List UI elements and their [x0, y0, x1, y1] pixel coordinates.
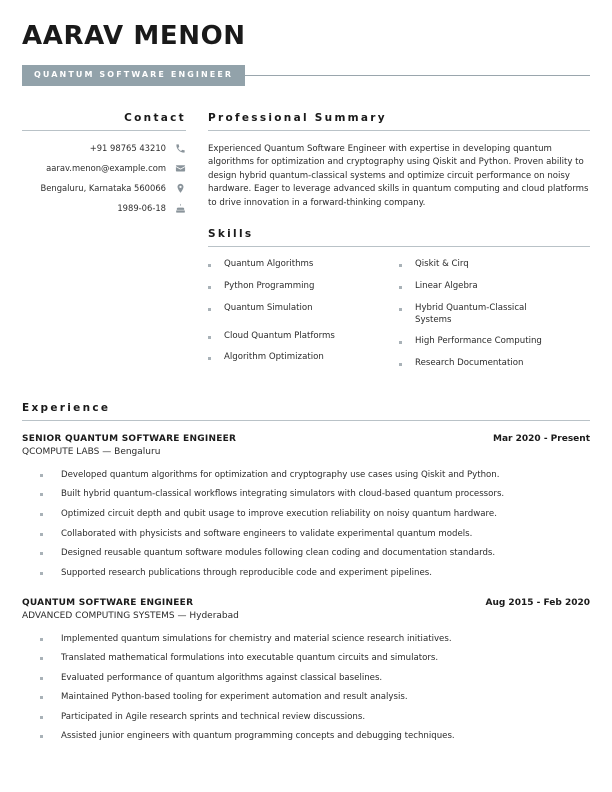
- skill-item: [399, 358, 590, 370]
- job-title: QUANTUM SOFTWARE ENGINEER: [22, 597, 194, 608]
- summary-heading: Professional Summary: [208, 111, 387, 124]
- square-bullet-icon: [399, 341, 402, 344]
- candidate-name: AARAV MENON: [22, 21, 246, 51]
- job-bullet: [22, 488, 590, 500]
- job-bullet: [22, 633, 590, 645]
- skill-label: Linear Algebra: [415, 280, 478, 291]
- job-bullet: [22, 547, 590, 559]
- skills-column-right: [399, 259, 590, 380]
- job-bullet: [22, 528, 590, 540]
- contact-column: [22, 112, 200, 223]
- skill-item: [208, 331, 399, 343]
- contact-heading-rule: [22, 130, 186, 131]
- job-bullet: [22, 652, 590, 664]
- job-title-badge: QUANTUM SOFTWARE ENGINEER: [22, 65, 245, 86]
- experience-entry: [22, 597, 590, 743]
- summary-heading-rule: [208, 130, 590, 131]
- skill-label: Quantum Simulation: [224, 302, 313, 313]
- summary-skills-column: [200, 112, 590, 380]
- square-bullet-icon: [40, 533, 43, 536]
- contact-item-location[interactable]: [22, 183, 186, 194]
- square-bullet-icon: [399, 286, 402, 289]
- skills-column-left: [208, 259, 399, 380]
- summary-text: Experienced Quantum Software Engineer with expertise in developing quantum algorithms for optimization and cryptography using Qiskit and Python. Proven ability to design hybrid quantum-classical systems and optimize circuit performance on noisy hardware. Eager to leverage advanced skills in quantum computing and cloud platforms to drive innovation in a forward-thinking company.: [208, 143, 589, 208]
- job-bullet-text: Developed quantum algorithms for optimization and cryptography use cases using Qiskit and Python.: [61, 469, 500, 480]
- skill-label: Quantum Algorithms: [224, 258, 314, 269]
- job-company-location: [22, 610, 590, 623]
- job-date: Aug 2015 - Feb 2020: [485, 597, 590, 608]
- contact-item-email[interactable]: [22, 163, 186, 174]
- job-bullet-text: Participated in Agile research sprints and technical review discussions.: [61, 711, 366, 722]
- envelope-icon: [175, 163, 186, 174]
- skills-heading: Skills: [208, 228, 254, 241]
- square-bullet-icon: [208, 264, 211, 267]
- skills-grid: [208, 259, 590, 380]
- job-location: Bengaluru: [114, 446, 161, 457]
- job-bullet: [22, 691, 590, 703]
- skill-label: Research Documentation: [415, 358, 524, 369]
- location-pin-icon: [175, 183, 186, 194]
- square-bullet-icon: [40, 513, 43, 516]
- skill-item: [399, 303, 590, 327]
- skill-label: Algorithm Optimization: [224, 352, 324, 363]
- job-bullet: [22, 672, 590, 684]
- job-separator: —: [177, 610, 187, 621]
- skill-label: High Performance Computing: [415, 336, 542, 347]
- upper-columns: [22, 112, 590, 380]
- skill-item: [208, 303, 399, 315]
- square-bullet-icon: [40, 735, 43, 738]
- phone-icon: [175, 143, 186, 154]
- job-bullets: [22, 469, 590, 579]
- square-bullet-icon: [40, 474, 43, 477]
- job-bullet-text: Optimized circuit depth and qubit usage to improve execution reliability on noisy quantum hardware.: [61, 508, 497, 519]
- header-divider-rule: [245, 75, 590, 76]
- square-bullet-icon: [40, 552, 43, 555]
- job-company-location: [22, 446, 590, 459]
- square-bullet-icon: [40, 572, 43, 575]
- square-bullet-icon: [40, 657, 43, 660]
- contact-phone-value: +91 98765 43210: [89, 142, 166, 153]
- skill-label: Python Programming: [224, 280, 315, 291]
- job-bullet-text: Built hybrid quantum-classical workflows integrating simulators with cloud-based quantum processors.: [61, 489, 505, 500]
- square-bullet-icon: [40, 696, 43, 699]
- job-bullet-text: Designed reusable quantum software modules following clean coding and documentation standards.: [61, 548, 496, 559]
- experience-heading: Experience: [22, 402, 111, 415]
- job-bullet-text: Maintained Python-based tooling for experiment automation and result analysis.: [61, 692, 408, 703]
- job-bullet-text: Evaluated performance of quantum algorithms against classical baselines.: [61, 672, 383, 683]
- job-title-row: [22, 65, 590, 86]
- square-bullet-icon: [40, 493, 43, 496]
- job-header: [22, 597, 590, 609]
- skill-label: Cloud Quantum Platforms: [224, 330, 335, 341]
- birthday-cake-icon: [175, 203, 186, 214]
- contact-item-birthdate[interactable]: [22, 203, 186, 214]
- resume-header: [22, 0, 590, 86]
- contact-email-value: aarav.menon@example.com: [46, 162, 166, 173]
- contact-location-value: Bengaluru, Karnataka 560066: [40, 182, 166, 193]
- skill-item: [399, 259, 590, 271]
- experience-heading-rule: [22, 420, 590, 421]
- job-bullet-text: Assisted junior engineers with quantum programming concepts and debugging techniques.: [61, 731, 455, 742]
- job-separator: —: [102, 446, 112, 457]
- square-bullet-icon: [399, 308, 402, 311]
- skill-item: [399, 281, 590, 293]
- job-bullet-text: Collaborated with physicists and software engineers to validate experimental quantum models.: [61, 528, 473, 539]
- job-bullet-text: Implemented quantum simulations for chemistry and material science research initiatives.: [61, 633, 452, 644]
- square-bullet-icon: [208, 286, 211, 289]
- job-title: SENIOR QUANTUM SOFTWARE ENGINEER: [22, 433, 237, 444]
- job-bullet: [22, 567, 590, 579]
- skill-item: [399, 336, 590, 348]
- square-bullet-icon: [208, 357, 211, 360]
- square-bullet-icon: [208, 308, 211, 311]
- job-company: ADVANCED COMPUTING SYSTEMS: [22, 610, 175, 621]
- job-company: QCOMPUTE LABS: [22, 446, 100, 457]
- contact-heading: Contact: [124, 111, 186, 124]
- contact-birthdate-value: 1989-06-18: [117, 202, 166, 213]
- job-date: Mar 2020 - Present: [493, 433, 590, 444]
- job-bullet-text: Translated mathematical formulations into executable quantum circuits and simulators.: [61, 653, 439, 664]
- job-bullet: [22, 508, 590, 520]
- square-bullet-icon: [40, 638, 43, 641]
- skill-item: [208, 259, 399, 271]
- skills-section: [208, 228, 590, 380]
- skill-label: Qiskit & Cirq: [415, 258, 469, 269]
- job-location: Hyderabad: [189, 610, 239, 621]
- job-header: [22, 433, 590, 445]
- job-bullet-text: Supported research publications through reproducible code and experiment pipelines.: [61, 567, 432, 578]
- skills-heading-rule: [208, 246, 590, 247]
- job-bullet: [22, 730, 590, 742]
- square-bullet-icon: [40, 716, 43, 719]
- job-bullet: [22, 711, 590, 723]
- skill-item: [208, 352, 399, 364]
- job-bullet: [22, 469, 590, 481]
- skill-item: [208, 281, 399, 293]
- contact-item-phone[interactable]: [22, 143, 186, 154]
- square-bullet-icon: [208, 336, 211, 339]
- experience-section: [22, 402, 590, 742]
- experience-entry: [22, 433, 590, 579]
- square-bullet-icon: [399, 363, 402, 366]
- square-bullet-icon: [40, 677, 43, 680]
- square-bullet-icon: [399, 264, 402, 267]
- skill-label: Hybrid Quantum-Classical Systems: [415, 302, 527, 325]
- job-bullets: [22, 633, 590, 743]
